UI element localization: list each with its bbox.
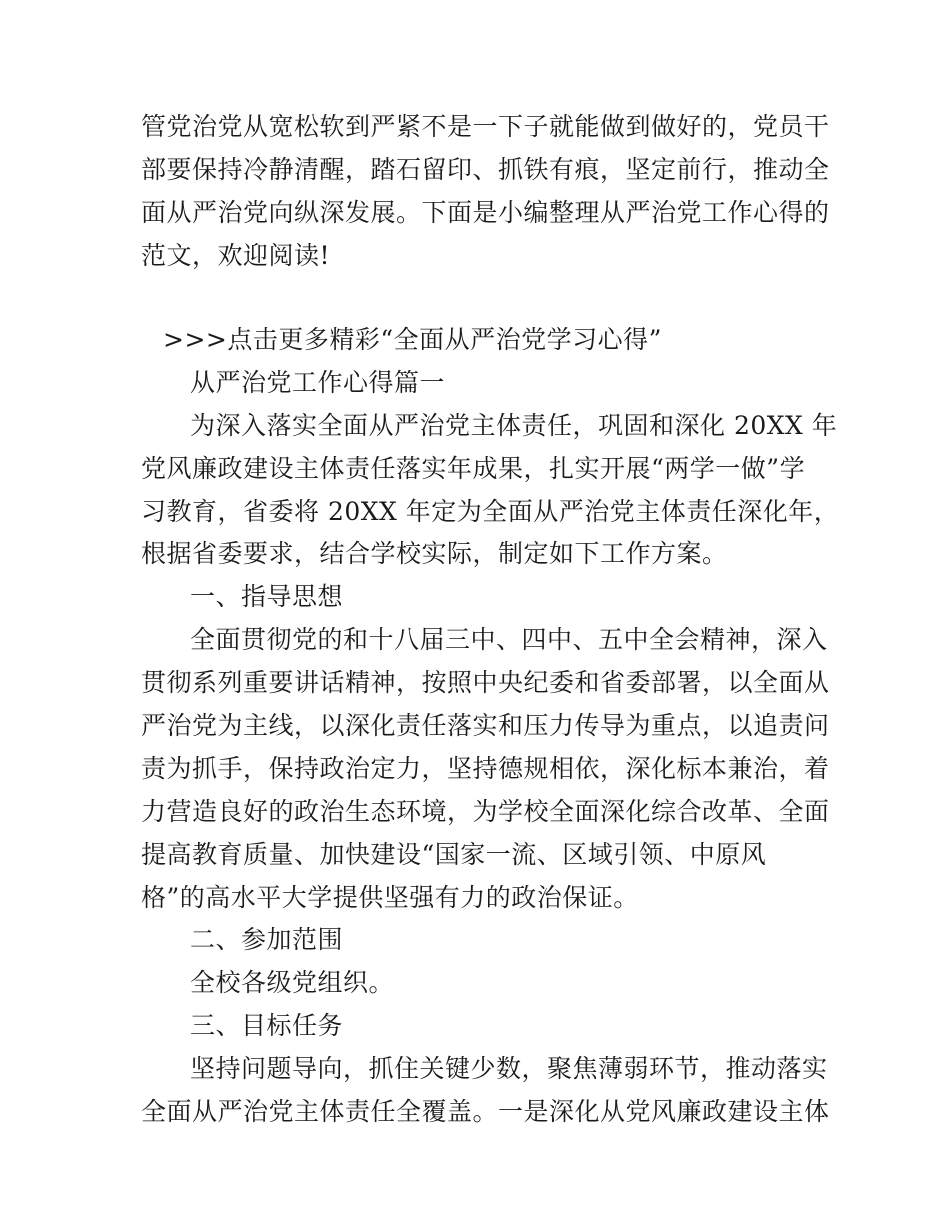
para1-line-3: 习教育，省委将 20XX 年定为全面从严治党主体责任深化年， [141,497,840,526]
intro-line-1: 管党治党从宽松软到严紧不是一下子就能做到做好的，党员干 [141,112,830,141]
para2-line-6: 提高教育质量、加快建设“国家一流、区域引领、中原风 [141,840,767,869]
para2-line-2: 贯彻系列重要讲话精神，按照中央纪委和省委部署，以全面从 [141,668,830,697]
para2-line-1: 全面贯彻党的和十八届三中、四中、五中全会精神，深入 [190,625,828,654]
para4-line-2: 全面从严治党主体责任全覆盖。一是深化从党风廉政建设主体 [141,1097,830,1126]
intro-line-3: 面从严治党向纵深发展。下面是小编整理从严治党工作心得的 [141,198,830,227]
section-heading-guiding-thought: 一、指导思想 [190,582,344,611]
para4-line-1: 坚持问题导向，抓住关键少数，聚焦薄弱环节，推动落实 [190,1054,828,1083]
para2-line-7: 格”的高水平大学提供坚强有力的政治保证。 [141,883,639,912]
para1-line-1: 为深入落实全面从严治党主体责任，巩固和深化 20XX 年 [190,411,838,440]
para2-line-5: 力营造良好的政治生态环境，为学校全面深化综合改革、全面 [141,797,830,826]
more-articles-link[interactable]: >>>点击更多精彩“全面从严治党学习心得” [163,325,662,354]
para1-line-2: 党风廉政建设主体责任落实年成果，扎实开展“两学一做”学 [141,454,806,483]
para3-line-1: 全校各级党组织。 [190,968,395,997]
section-heading-goals: 三、目标任务 [190,1011,344,1040]
para2-line-3: 严治党为主线，以深化责任落实和压力传导为重点，以追责问 [141,711,830,740]
section-heading-scope: 二、参加范围 [190,925,344,954]
para1-line-4: 根据省委要求，结合学校实际，制定如下工作方案。 [141,539,728,568]
article-title: 从严治党工作心得篇一 [190,368,446,397]
para2-line-4: 责为抓手，保持政治定力，坚持德规相依，深化标本兼治，着 [141,754,830,783]
intro-line-2: 部要保持冷静清醒，踏石留印、抓铁有痕，坚定前行，推动全 [141,155,830,184]
intro-line-4: 范文，欢迎阅读! [141,241,331,270]
